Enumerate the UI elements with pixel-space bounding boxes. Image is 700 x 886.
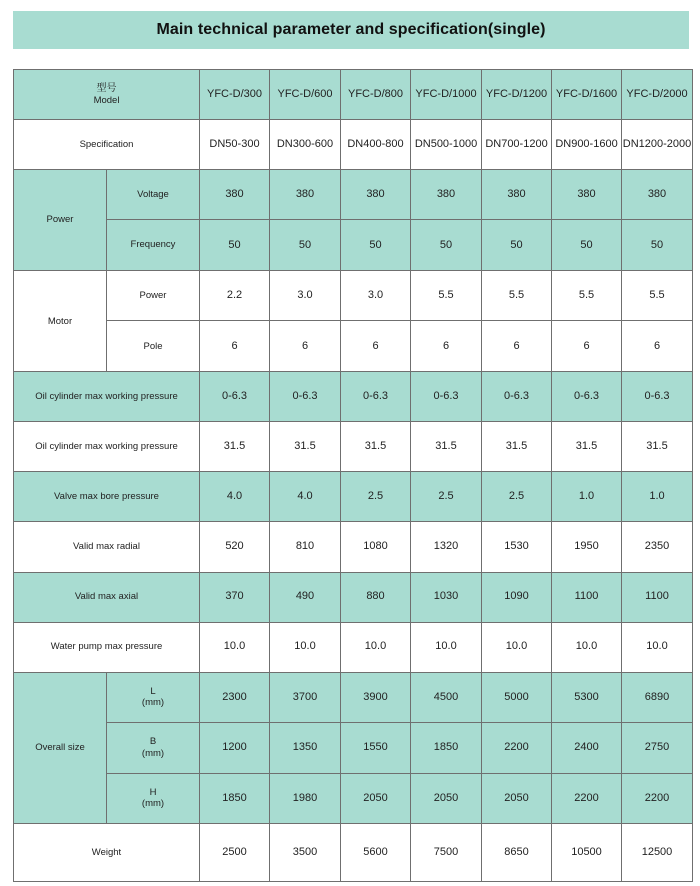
- table-cell: 3700: [270, 672, 341, 722]
- table-cell: 5.5: [411, 271, 482, 321]
- table-cell: 4.0: [270, 472, 341, 522]
- table-cell: 6: [482, 321, 552, 372]
- table-cell: 520: [200, 522, 270, 572]
- row-label: Frequency: [107, 220, 200, 271]
- table-cell: 1530: [482, 522, 552, 572]
- header-row: [14, 70, 693, 120]
- model-header: YFC-D/1000: [411, 70, 482, 120]
- table-cell: 1030: [411, 572, 482, 622]
- table-cell: 380: [341, 170, 411, 220]
- table-cell: 2400: [552, 722, 622, 773]
- dim-unit: (mm): [141, 697, 165, 709]
- table-cell: 5.5: [622, 271, 693, 321]
- table-cell: 380: [622, 170, 693, 220]
- row-label: Oil cylinder max working pressure: [14, 372, 200, 422]
- table-cell: 2750: [622, 722, 693, 773]
- overall-l-row: [14, 672, 693, 722]
- table-cell: 50: [622, 220, 693, 271]
- table-cell: 2200: [482, 722, 552, 773]
- table-cell: 1200: [200, 722, 270, 773]
- row-label: Voltage: [107, 170, 200, 220]
- pole-row: [14, 321, 693, 372]
- table-cell: 10.0: [552, 622, 622, 672]
- table-cell: 6: [411, 321, 482, 372]
- table-cell: 2500: [200, 823, 270, 881]
- dim-label: B: [149, 736, 157, 748]
- table-cell: 6: [200, 321, 270, 372]
- table-cell: 7500: [411, 823, 482, 881]
- voltage-row: [14, 170, 693, 220]
- table-cell: 31.5: [552, 422, 622, 472]
- row-label: Valid max axial: [14, 572, 200, 622]
- table-cell: 380: [482, 170, 552, 220]
- table-cell: 3900: [341, 672, 411, 722]
- table-cell: 1090: [482, 572, 552, 622]
- table-cell: 2.5: [482, 472, 552, 522]
- table-cell: 10.0: [482, 622, 552, 672]
- row-label: Oil cylinder max working pressure: [14, 422, 200, 472]
- model-header: YFC-D/800: [341, 70, 411, 120]
- table-cell: 0-6.3: [341, 372, 411, 422]
- table-cell: 1080: [341, 522, 411, 572]
- table-cell: 1100: [622, 572, 693, 622]
- model-header: YFC-D/1600: [552, 70, 622, 120]
- oil-cylinder-row: [14, 422, 693, 472]
- table-cell: 380: [270, 170, 341, 220]
- table-cell: 3.0: [341, 271, 411, 321]
- table-cell: 1550: [341, 722, 411, 773]
- overall-b-row: [14, 722, 693, 773]
- dim-unit: (mm): [141, 747, 165, 759]
- valid-axial-row: [14, 572, 693, 622]
- table-cell: 4.0: [200, 472, 270, 522]
- model-header-cell: [14, 70, 200, 120]
- table-cell: 6: [552, 321, 622, 372]
- group-label-motor: Motor: [14, 271, 107, 372]
- table-cell: DN300-600: [270, 120, 341, 170]
- table-cell: 880: [341, 572, 411, 622]
- table-cell: 50: [270, 220, 341, 271]
- table-cell: 2050: [411, 773, 482, 823]
- table-cell: 0-6.3: [552, 372, 622, 422]
- table-cell: 380: [411, 170, 482, 220]
- table-cell: 0-6.3: [622, 372, 693, 422]
- table-cell: 2.2: [200, 271, 270, 321]
- table-cell: 3500: [270, 823, 341, 881]
- table-cell: 5.5: [552, 271, 622, 321]
- table-cell: 3.0: [270, 271, 341, 321]
- row-label: Specification: [14, 120, 200, 170]
- dim-unit: (mm): [141, 798, 165, 810]
- table-cell: 1950: [552, 522, 622, 572]
- page-title: Main technical parameter and specification(single): [156, 21, 546, 38]
- table-cell: 50: [200, 220, 270, 271]
- table-cell: 810: [270, 522, 341, 572]
- valid-radial-row: [14, 522, 693, 572]
- table-cell: DN700-1200: [482, 120, 552, 170]
- model-header: YFC-D/600: [270, 70, 341, 120]
- model-header: YFC-D/300: [200, 70, 270, 120]
- table-cell: 2050: [482, 773, 552, 823]
- table-cell: 1100: [552, 572, 622, 622]
- table-cell: 10.0: [411, 622, 482, 672]
- table-cell: 1850: [200, 773, 270, 823]
- table-cell: 2.5: [411, 472, 482, 522]
- group-label-overall-size: Overall size: [14, 672, 107, 823]
- row-label: Weight: [14, 823, 200, 881]
- spec-table: [13, 69, 693, 882]
- table-cell: DN500-1000: [411, 120, 482, 170]
- table-cell: 10.0: [270, 622, 341, 672]
- table-cell: 0-6.3: [411, 372, 482, 422]
- table-cell: 1980: [270, 773, 341, 823]
- row-label: Power: [107, 271, 200, 321]
- table-cell: DN50-300: [200, 120, 270, 170]
- row-label: Valid max radial: [14, 522, 200, 572]
- model-cn-label: 型号: [96, 82, 117, 94]
- weight-row: [14, 823, 693, 881]
- model-header: YFC-D/2000: [622, 70, 693, 120]
- table-cell: 1350: [270, 722, 341, 773]
- table-cell: 2200: [552, 773, 622, 823]
- table-cell: 6890: [622, 672, 693, 722]
- table-cell: 50: [411, 220, 482, 271]
- row-label: [107, 722, 200, 773]
- table-cell: DN400-800: [341, 120, 411, 170]
- table-cell: DN1200-2000: [622, 120, 693, 170]
- table-cell: 2050: [341, 773, 411, 823]
- table-cell: 380: [200, 170, 270, 220]
- table-cell: 490: [270, 572, 341, 622]
- table-cell: 2200: [622, 773, 693, 823]
- table-cell: 31.5: [411, 422, 482, 472]
- table-cell: 2.5: [341, 472, 411, 522]
- specification-row: [14, 120, 693, 170]
- table-cell: 6: [622, 321, 693, 372]
- table-cell: 8650: [482, 823, 552, 881]
- table-cell: 6: [341, 321, 411, 372]
- table-cell: 10500: [552, 823, 622, 881]
- table-cell: 31.5: [482, 422, 552, 472]
- table-cell: 0-6.3: [200, 372, 270, 422]
- row-label: Pole: [107, 321, 200, 372]
- table-cell: 6: [270, 321, 341, 372]
- valve-bore-row: [14, 472, 693, 522]
- table-cell: 5.5: [482, 271, 552, 321]
- table-cell: 50: [341, 220, 411, 271]
- table-cell: 4500: [411, 672, 482, 722]
- table-cell: 31.5: [270, 422, 341, 472]
- table-cell: 50: [552, 220, 622, 271]
- table-cell: 1850: [411, 722, 482, 773]
- row-label: Water pump max pressure: [14, 622, 200, 672]
- table-cell: 31.5: [341, 422, 411, 472]
- table-cell: 0-6.3: [482, 372, 552, 422]
- table-cell: 2300: [200, 672, 270, 722]
- table-cell: 5000: [482, 672, 552, 722]
- table-cell: 31.5: [622, 422, 693, 472]
- table-cell: 10.0: [341, 622, 411, 672]
- row-label: Valve max bore pressure: [14, 472, 200, 522]
- row-label: [107, 773, 200, 823]
- table-cell: 0-6.3: [270, 372, 341, 422]
- table-cell: 1320: [411, 522, 482, 572]
- motor-power-row: [14, 271, 693, 321]
- table-cell: DN900-1600: [552, 120, 622, 170]
- table-cell: 5600: [341, 823, 411, 881]
- table-cell: 50: [482, 220, 552, 271]
- table-cell: 2350: [622, 522, 693, 572]
- table-cell: 31.5: [200, 422, 270, 472]
- model-en-label: Model: [93, 94, 120, 106]
- row-label: [107, 672, 200, 722]
- oil-cylinder-row: [14, 372, 693, 422]
- group-label-power: Power: [14, 170, 107, 271]
- table-cell: 10.0: [622, 622, 693, 672]
- dim-label: H: [149, 786, 157, 798]
- model-header: YFC-D/1200: [482, 70, 552, 120]
- table-cell: 5300: [552, 672, 622, 722]
- table-cell: 1.0: [552, 472, 622, 522]
- table-cell: 380: [552, 170, 622, 220]
- dim-label: L: [150, 685, 156, 697]
- overall-h-row: [14, 773, 693, 823]
- table-cell: 12500: [622, 823, 693, 881]
- water-pump-row: [14, 622, 693, 672]
- frequency-row: [14, 220, 693, 271]
- title-banner: [13, 11, 689, 49]
- table-cell: 1.0: [622, 472, 693, 522]
- table-cell: 370: [200, 572, 270, 622]
- table-cell: 10.0: [200, 622, 270, 672]
